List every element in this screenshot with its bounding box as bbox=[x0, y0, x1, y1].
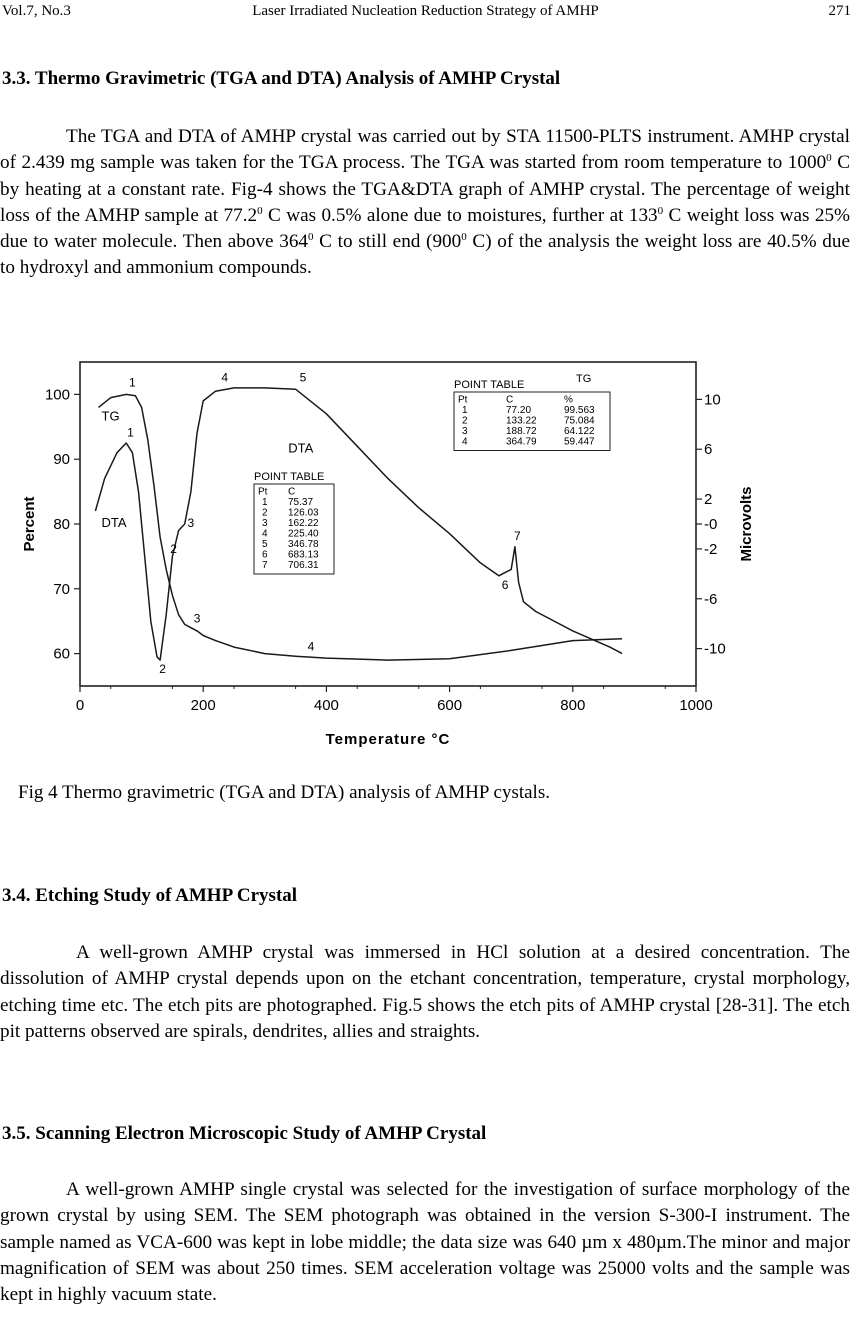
point-table-cell: 126.03 bbox=[288, 507, 319, 519]
tga-text-1: The TGA and DTA of AMHP crystal was carried out by STA 11500-PLTS instrument. AMHP crystal of 2.439 mg sample was taken for the TGA process. The TGA was started from room temperature to 1000 bbox=[0, 126, 850, 174]
point-table-cell: 4 bbox=[262, 528, 268, 540]
tga-text-5: C to still end (900 bbox=[313, 231, 462, 253]
tga-text-6: C) of the analysis the weight loss are 40.5% due to hydroxyl and ammonium compounds. bbox=[0, 231, 851, 279]
x-tick-label: 600 bbox=[437, 697, 463, 714]
point-label-dta-1: 1 bbox=[127, 425, 134, 440]
running-title: Laser Irradiated Nucleation Reduction Strategy of AMHP bbox=[252, 3, 599, 19]
point-table-header: Pt bbox=[458, 394, 468, 406]
point-table-header: C bbox=[506, 394, 514, 406]
point-table-cell: 364.79 bbox=[506, 436, 537, 448]
point-label-tg-4: 4 bbox=[307, 639, 315, 654]
point-label-tg-2: 2 bbox=[170, 542, 177, 557]
curve-label: DTA bbox=[101, 515, 127, 531]
x-tick-label: 200 bbox=[190, 697, 216, 714]
y2-tick-label: -2 bbox=[704, 540, 718, 558]
tga-text-4: C weight loss was 25% due to water molecule. Then above 364 bbox=[0, 204, 851, 253]
tga-text-3: C was 0.5% alone due to moistures, further at 133 bbox=[262, 204, 658, 226]
point-table-title: POINT TABLE bbox=[254, 471, 325, 483]
point-table-tag: TG bbox=[576, 373, 592, 385]
point-label-dta-7: 7 bbox=[514, 529, 521, 544]
y2-tick-label: 10 bbox=[704, 391, 721, 409]
point-table-cell: 3 bbox=[262, 518, 268, 529]
section-heading-3-5: 3.5. Scanning Electron Microscopic Study of AMHP Crystal bbox=[2, 1123, 487, 1144]
y2-tick-label: 6 bbox=[704, 441, 713, 459]
tga-dta-figure bbox=[14, 340, 774, 758]
point-table-cell: 7 bbox=[262, 560, 268, 571]
tga-sup-3: 0 bbox=[657, 204, 664, 217]
y2-tick-label: -6 bbox=[704, 590, 718, 608]
point-table-cell: 225.40 bbox=[288, 528, 319, 540]
y-axis-label: Percent bbox=[21, 496, 38, 552]
y2-tick-label: 2 bbox=[704, 491, 713, 509]
point-table-cell: 99.563 bbox=[564, 405, 595, 416]
tga-sup-4: 0 bbox=[308, 231, 314, 244]
point-label-dta-2: 2 bbox=[159, 662, 166, 677]
point-label-dta-5: 5 bbox=[299, 370, 307, 385]
point-table-cell: 188.72 bbox=[506, 426, 537, 437]
x-tick-label: 0 bbox=[75, 697, 85, 714]
point-table-cell: 4 bbox=[462, 436, 468, 448]
point-table-cell: 1 bbox=[262, 497, 268, 508]
point-table-cell: 683.13 bbox=[288, 549, 319, 561]
point-table-cell: 75.37 bbox=[288, 497, 314, 508]
section-heading-3-4: 3.4. Etching Study of AMHP Crystal bbox=[2, 885, 298, 906]
point-table-cell: 706.31 bbox=[288, 560, 319, 571]
y2-tick-label: -0 bbox=[704, 516, 718, 533]
point-table-cell: 5 bbox=[262, 539, 268, 550]
point-table-cell: 77.20 bbox=[506, 405, 532, 416]
y-tick-label: 60 bbox=[53, 645, 70, 663]
running-head bbox=[0, 0, 851, 24]
point-table-cell: 162.22 bbox=[288, 518, 319, 529]
point-table-title: POINT TABLE bbox=[454, 379, 525, 391]
x-tick-label: 800 bbox=[560, 697, 586, 714]
tga-sup-5: 0 bbox=[461, 231, 467, 244]
curve-label: TG bbox=[101, 408, 120, 424]
point-table-header: % bbox=[564, 394, 573, 406]
point-table-cell: 75.084 bbox=[564, 415, 595, 427]
tga-paragraph bbox=[0, 124, 850, 282]
point-table-header: C bbox=[288, 486, 296, 498]
y-tick-label: 80 bbox=[53, 516, 70, 533]
y-tick-label: 70 bbox=[53, 580, 70, 598]
x-tick-label: 400 bbox=[313, 697, 339, 714]
point-table-cell: 6 bbox=[262, 549, 268, 561]
etching-text: A well-grown AMHP crystal was immersed in HCl solution at a desired concentration. The dissolution of AMHP crystal depends upon on the etchant concentration, temperature, crystal morphology, etching time etc. The etch pits are photographed. Fig.5 shows the etch pits of AMHP crystal [28-31]. The etch pit patterns observed are spirals, dendrites, allies and straights. bbox=[0, 942, 850, 1042]
point-table-cell: 59.447 bbox=[564, 436, 595, 448]
sem-paragraph bbox=[0, 1177, 850, 1308]
y-tick-label: 90 bbox=[53, 451, 70, 469]
tga-text-2: C by heating at a constant rate. Fig-4 shows the TGA&DTA graph of AMHP crystal. The percentage of weight loss of the AMHP sample at 77.2 bbox=[0, 152, 850, 226]
point-label-dta-3: 3 bbox=[187, 516, 195, 531]
point-table-cell: 1 bbox=[462, 405, 468, 416]
point-label-dta-6: 6 bbox=[501, 577, 509, 592]
point-table-cell: 64.122 bbox=[564, 426, 595, 437]
etching-paragraph bbox=[0, 940, 850, 1045]
point-table-cell: 3 bbox=[462, 426, 468, 437]
tga-dta-chart bbox=[14, 340, 774, 758]
point-table-cell: 2 bbox=[462, 415, 468, 427]
point-table-cell: 2 bbox=[262, 507, 268, 519]
plot-frame bbox=[80, 362, 696, 686]
sem-text: A well-grown AMHP single crystal was selected for the investigation of surface morphology of the grown crystal by using SEM. The SEM photograph was obtained in the version S-300-I instrument. The sample named as VCA-600 was kept in lobe middle; the data size was 640 µm x 480µm.The minor and major magnification of SEM was about 250 times. SEM acceleration voltage was 25000 volts and the sample was kept in highly vacuum state. bbox=[0, 1179, 850, 1306]
y-tick-label: 100 bbox=[44, 386, 70, 404]
x-tick-label: 1000 bbox=[679, 697, 713, 714]
section-heading-3-3: 3.3. Thermo Gravimetric (TGA and DTA) Analysis of AMHP Crystal bbox=[2, 68, 561, 89]
point-table-cell: 133.22 bbox=[506, 415, 537, 427]
journal-volume: Vol.7, No.3 bbox=[2, 3, 71, 19]
point-table-cell: 346.78 bbox=[288, 539, 319, 550]
point-label-tg-3: 3 bbox=[193, 611, 201, 626]
point-label-tg-1: 1 bbox=[129, 375, 136, 390]
series-line-tg bbox=[99, 394, 623, 660]
x-axis-label: Temperature °C bbox=[325, 731, 451, 748]
curve-label: DTA bbox=[288, 440, 314, 456]
y2-axis-label: Microvolts bbox=[738, 486, 755, 562]
point-label-dta-4: 4 bbox=[221, 370, 229, 385]
series-line-dta bbox=[95, 388, 622, 660]
y2-tick-label: -10 bbox=[704, 640, 726, 658]
figure-caption: Fig 4 Thermo gravimetric (TGA and DTA) analysis of AMHP cystals. bbox=[18, 782, 550, 803]
page-number: 271 bbox=[828, 3, 851, 19]
point-table-header: Pt bbox=[258, 486, 268, 498]
tga-sup-2: 0 bbox=[257, 204, 263, 217]
tga-sup-1: 0 bbox=[826, 152, 832, 165]
